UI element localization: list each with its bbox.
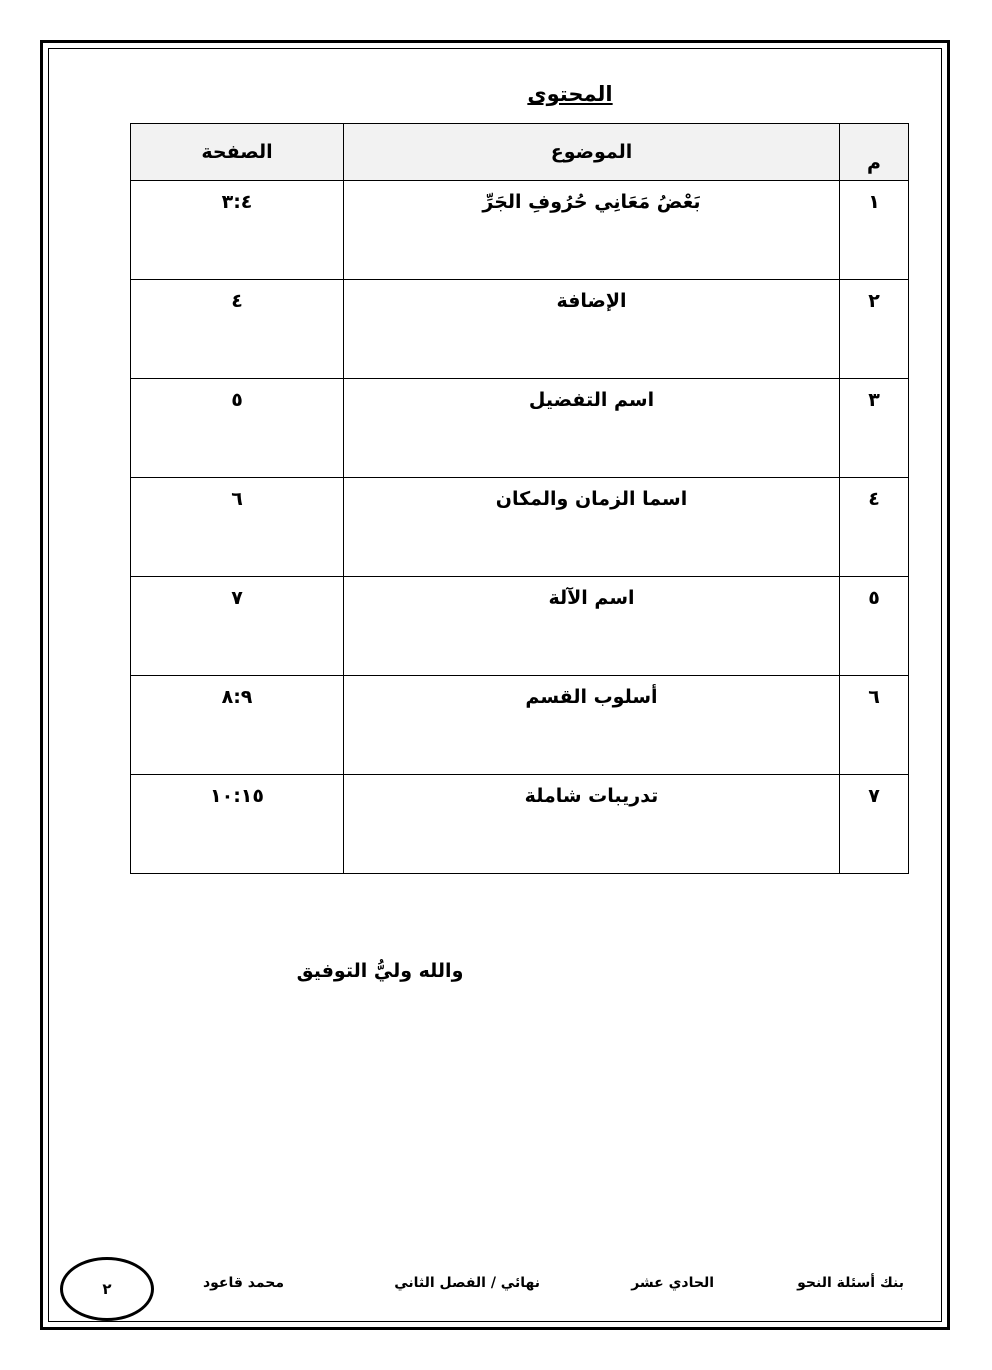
table-row: [131, 181, 909, 280]
table-row: [131, 577, 909, 676]
page-number: ٢: [102, 1280, 112, 1298]
closing-phrase: والله وليُّ التوفيق: [296, 960, 464, 982]
row-topic: اسم التفضيل: [344, 379, 840, 478]
row-num: ٣: [840, 379, 909, 478]
table-row: [131, 379, 909, 478]
row-topic: تدريبات شاملة: [344, 775, 840, 874]
table-row: [131, 676, 909, 775]
row-topic: الإضافة: [344, 280, 840, 379]
row-num: ٢: [840, 280, 909, 379]
table-header-row: [131, 124, 909, 181]
row-page: ٦: [131, 478, 344, 577]
row-page: ٣:٤: [131, 181, 344, 280]
header-page: الصفحة: [131, 124, 344, 181]
page-number-oval: [60, 1257, 154, 1321]
row-num: ٦: [840, 676, 909, 775]
table-row: [131, 775, 909, 874]
row-topic: بَعْضُ مَعَانِي حُرُوفِ الجَرِّ: [344, 181, 840, 280]
footer-grade: الحادي عشر: [631, 1275, 714, 1291]
footer-term: نهائي / الفصل الثاني: [394, 1275, 540, 1291]
row-topic: اسما الزمان والمكان: [344, 478, 840, 577]
contents-table: [130, 123, 909, 874]
row-num: ٧: [840, 775, 909, 874]
row-page: ٨:٩: [131, 676, 344, 775]
table-row: [131, 478, 909, 577]
footer-author: محمد قاعود: [202, 1275, 284, 1291]
row-num: ٥: [840, 577, 909, 676]
row-page: ٤: [131, 280, 344, 379]
row-page: ٥: [131, 379, 344, 478]
row-page: ١٠:١٥: [131, 775, 344, 874]
row-num: ١: [840, 181, 909, 280]
header-num: م: [840, 124, 909, 181]
row-topic: اسم الآلة: [344, 577, 840, 676]
page-title: المحتوى: [527, 82, 613, 106]
row-num: ٤: [840, 478, 909, 577]
row-topic: أسلوب القسم: [344, 676, 840, 775]
table-row: [131, 280, 909, 379]
header-topic: الموضوع: [344, 124, 840, 181]
row-page: ٧: [131, 577, 344, 676]
footer-bank-title: بنك أسئلة النحو: [797, 1275, 904, 1291]
